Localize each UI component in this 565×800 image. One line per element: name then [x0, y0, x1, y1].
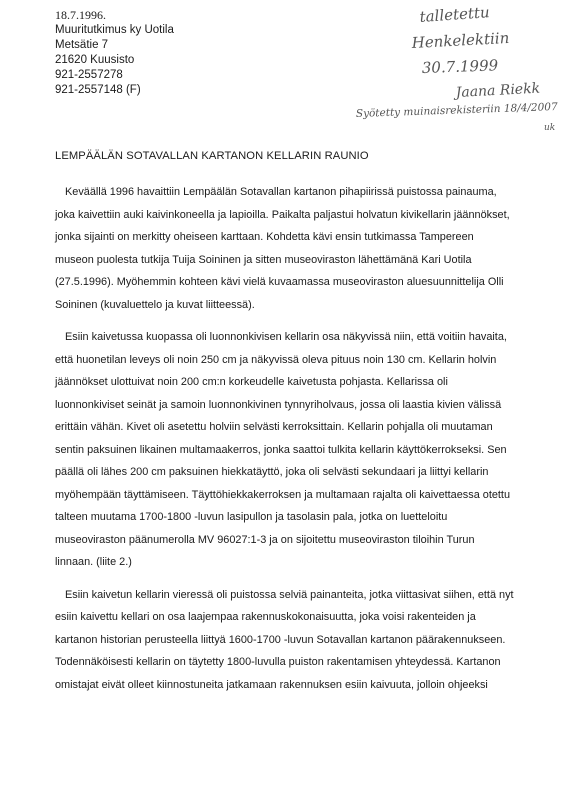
sender-organization: Muuritutkimus ky Uotila [55, 24, 174, 36]
handwritten-note-stored: talletettu [419, 3, 491, 26]
paragraph-line: Soininen (kuvaluettelo ja kuvat liitteessä). [55, 298, 255, 311]
paragraph-line: museoviraston päänumerolla MV 96027:1-3 ja on sijoitettu museoviraston tiloihin Turun [55, 533, 475, 546]
body-paragraph [55, 584, 525, 697]
paragraph-line: museon puolesta tutkija Tuija Soininen ja sitten museoviraston lähettämänä Kari Uotila [55, 253, 472, 266]
sender-block [55, 8, 174, 98]
paragraph-line: luonnonkiviset seinät ja samoin luonnonkivinen tynnyriholvaus, jossa oli laastia kivien välissä [55, 398, 502, 411]
sender-postal: 21620 Kuusisto [55, 54, 135, 66]
paragraph-line: Esiin kaivetun kellarin vieressä oli puistossa selviä painanteita, jotka viittasivat siihen, että nyt [65, 588, 514, 601]
paragraph-line: joka kaivettiin auki kaivinkoneella ja lapioilla. Paikalta paljastui holvatun kivikellarin jäännökset, [55, 208, 510, 221]
paragraph-line: jäännökset ulottuivat noin 200 cm:n korkeudelle kaivetusta pohjasta. Kellarissa oli [55, 376, 448, 388]
paragraph-line: (27.5.1996). Myöhemmin kohteen kävi vielä kuvaamassa museoviraston aluesuunnittelija Olli [55, 276, 504, 288]
paragraph-line: linnaan. (liite 2.) [55, 556, 132, 568]
paragraph-line: kartanon historian perusteella liittyä 1600-1700 -luvun Sotavallan kartanon päärakennukseen. [55, 633, 506, 646]
paragraph-line: Keväällä 1996 havaittiin Lempäälän Sotavallan kartanon pihapiirissä puistossa painauma, [65, 186, 497, 198]
document-body [55, 181, 525, 706]
handwritten-note-signature: Jaana Riekk [455, 80, 541, 101]
paragraph-line: jonka sijainti on merkitty oheiseen karttaan. Kohdetta kävi ensin tutkimassa Tampereen [55, 231, 474, 243]
handwritten-notes [352, 2, 562, 132]
document-title: LEMPÄÄLÄN SOTAVALLAN KARTANON KELLARIN RAUNIO [55, 150, 369, 162]
letter-date: 18.7.1996. [55, 8, 106, 22]
handwritten-note-initials: uk [544, 123, 556, 132]
paragraph-line: sentin paksuinen likainen multamaakerros, jonka saattoi tulkita kellarin käyttökerrokseksi. Sen [55, 443, 507, 456]
paragraph-line: erittäin vähän. Kivet oli asetettu holviin selvästi kerroksittain. Kellarin pohjalla oli muutaman [55, 421, 493, 433]
handwritten-note-date: 30.7.1999 [421, 56, 499, 77]
paragraph-line: omistajat eivät olleet kiinnostuneita jatkamaan rakennuksen esiin kaivuuta, jolloin ohjeeksi [55, 678, 488, 691]
handwritten-note-entered: Syötetty muinaisrekisteriin 18/4/2007 [355, 100, 558, 120]
handwritten-note-register: Henkelektiin [411, 28, 510, 52]
sender-street: Metsätie 7 [55, 39, 109, 51]
paragraph-line: esiin kaivettu kellari on osa laajempaa rakennuskokonaisuutta, joka voisi rakenteiden ja [55, 611, 476, 623]
sender-phone: 921-2557278 [55, 69, 123, 81]
paragraph-line: päällä oli lähes 200 cm paksuinen hiekkatäyttö, joka oli selvästi sekundaari ja liittyi kellarin [55, 466, 489, 478]
body-paragraph [55, 326, 525, 574]
paragraph-line: myöhempään täyttämiseen. Täyttöhiekkakerroksen ja multamaan rajalta oli kaivettaessa otettu [55, 488, 511, 501]
paragraph-line: että huonetilan leveys oli noin 250 cm ja näkyvissä oleva pituus noin 130 cm. Kellarin holvin [55, 353, 497, 366]
body-paragraph [55, 181, 525, 316]
sender-fax: 921-2557148 (F) [55, 84, 141, 96]
paragraph-line: Esiin kaivetussa kuopassa oli luonnonkivisen kellarin osa näkyvissä niin, että voitiin havaita, [65, 331, 507, 343]
paragraph-line: Todennäköisesti kellarin on täytetty 1800-luvulla puiston rakentamisen yhteydessä. Kartanon [55, 656, 501, 668]
paragraph-line: talteen muutama 1700-1800 -luvun lasipullon ja tasolasin pala, jotka on luetteloitu [55, 511, 448, 523]
